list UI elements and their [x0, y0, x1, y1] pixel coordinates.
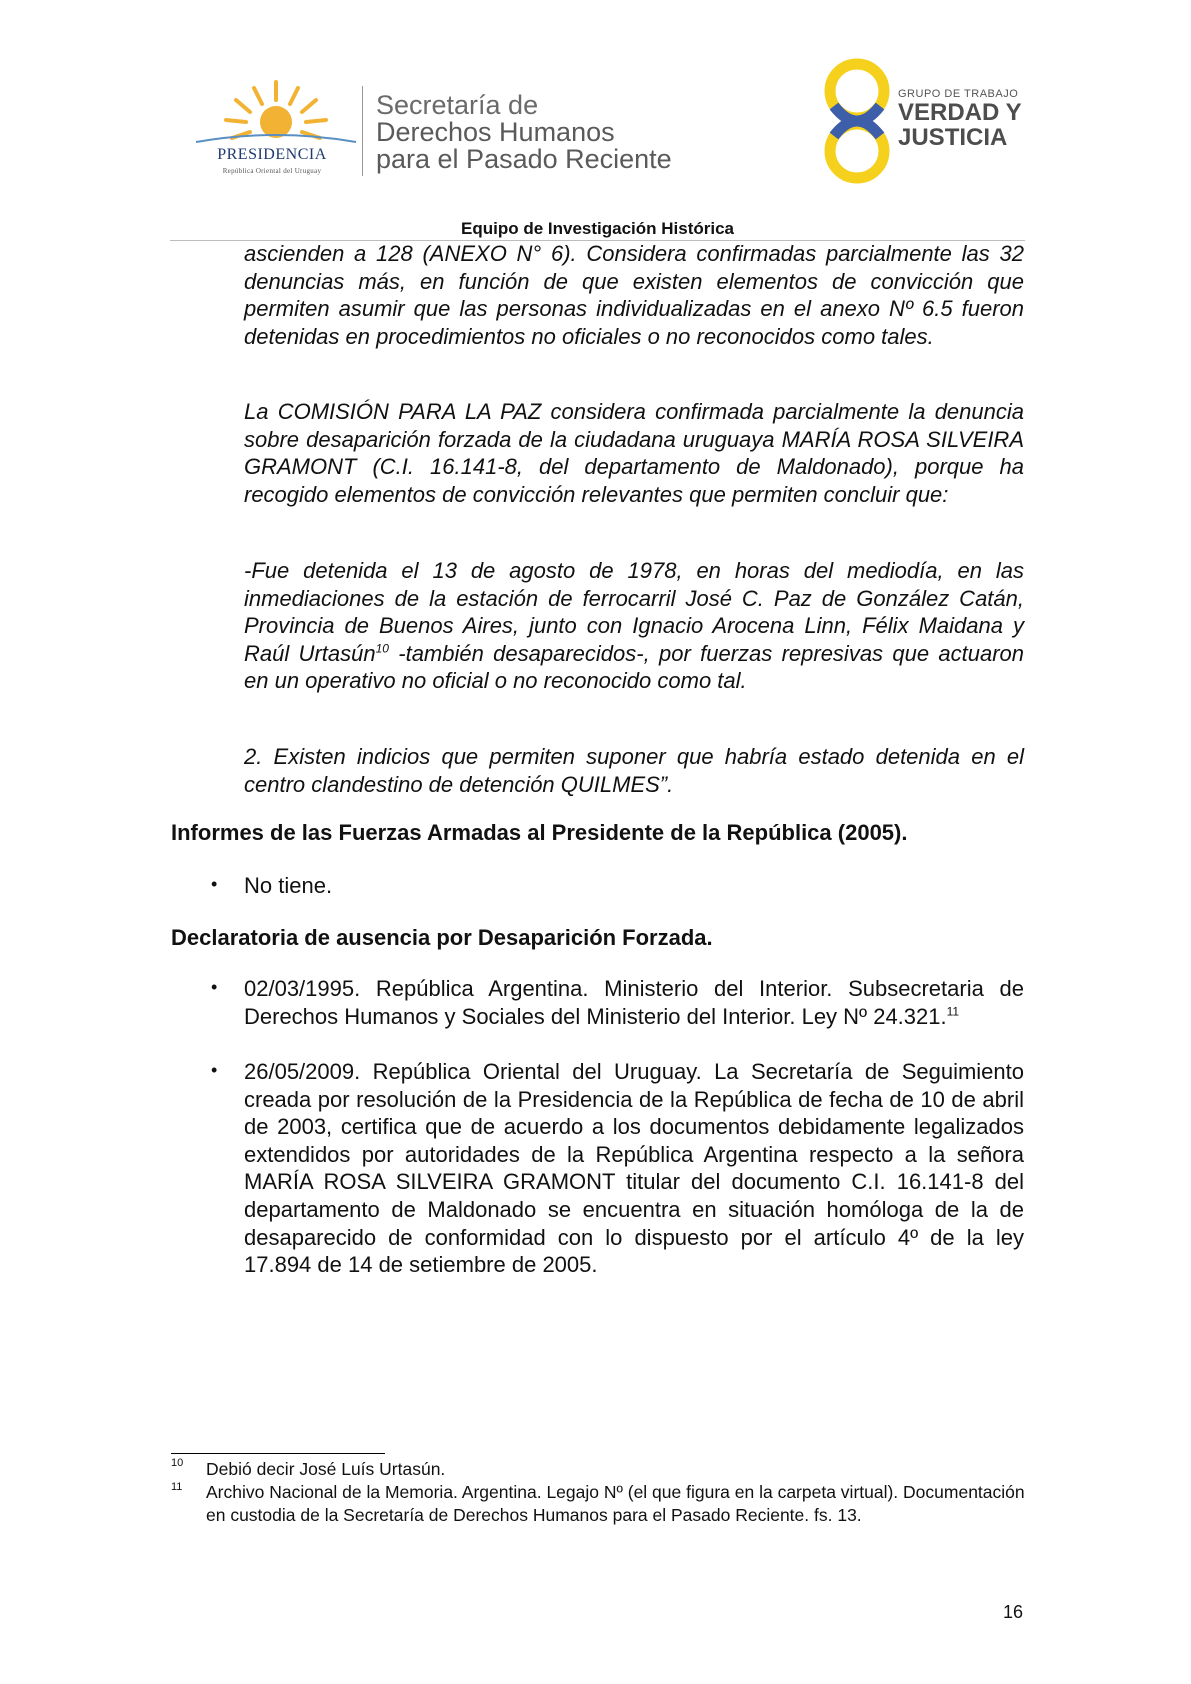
bullet-icon: • [211, 874, 218, 894]
gt-small: GRUPO DE TRABAJO [898, 88, 1019, 100]
grupo-trabajo-text [898, 88, 1022, 150]
page-number: 16 [1003, 1602, 1024, 1622]
gt-big-2: JUSTICIA [898, 124, 1008, 151]
paragraph-1-line-1: ascienden a 128 (ANEXO N° 6). Considera confirmadas parcialmente [244, 241, 952, 266]
bullet-icon: • [211, 977, 218, 997]
paragraph-3 [244, 557, 1024, 695]
gt-big-1: VERDAD Y [898, 99, 1022, 126]
bullet-item-2-text: 02/03/1995. República Argentina. Ministerio del Interior. Subsecretaria de Derechos Humanos y Sociales del Ministerio del Interior. Ley Nº 24.321. [244, 976, 1024, 1029]
paragraph-1 [244, 240, 1024, 350]
paragraph-3-b: -también desaparecidos-, por fuerzas represivas que actuaron en un operativo no oficial o no reconocido como tal. [244, 640, 1024, 694]
secretaria-line-1: Secretaría de [376, 90, 539, 120]
paragraph-3-a: -Fue detenida el 13 de agosto de 1978, en horas del mediodía, en las inmediaciones de la estación de ferrocarril José C. Paz de González Catán, Provincia de Buenos Aires, junto con Ignacio Arocena Linn, Félix Maidana y Raúl Urtasún [244, 558, 1024, 666]
bullet-item-2 [244, 975, 1024, 1030]
footnote-separator [171, 1453, 385, 1454]
heading-informes: Informes de las Fuerzas Armadas al Presidente de la República (2005). [171, 820, 908, 845]
bullet-item-3: 26/05/2009. República Oriental del Uruguay. La Secretaría de Seguimiento creada por resolución de la Presidencia de la República de fecha de 10 de abril de 2003, certifica que de acuerdo a los documentos debidamente legalizados extendidos por autoridades de la República Argentina respecto a la señora MARÍA ROSA SILVEIRA GRAMONT titular del documento C.I. 16.141-8 del departamento de Maldonado se encuentra en situación homóloga de la de desaparecido de conformidad con lo dispuesto por el artículo 4º de la ley 17.894 de 14 de setiembre de 2005. [244, 1059, 1024, 1278]
secretaria-logo-text [376, 92, 672, 173]
footnote-ref-11[interactable]: 11 [946, 1004, 960, 1019]
header-title: Equipo de Investigación Histórica [461, 219, 734, 238]
footnote-number: 11 [171, 1481, 183, 1493]
paragraph-2: La COMISIÓN PARA LA PAZ considera confirmada parcialmente la denuncia sobre desaparición forzada de la ciudadana uruguaya MARÍA ROSA SILVEIRA GRAMONT (C.I. 16.141-8, del departamento de Maldonado), porque ha recogido elementos de convicción relevantes que permiten concluir que: [244, 399, 1024, 507]
paragraph-4: 2. Existen indicios que permiten suponer que habría estado detenida en el centro clandestino de detención QUILMES”. [244, 744, 1024, 797]
header-divider [362, 86, 363, 176]
presidencia-subtitle: República Oriental del Uruguay [222, 167, 322, 175]
footnote-ref-10[interactable]: 10 [375, 641, 389, 656]
bullet-item-1: No tiene. [244, 873, 333, 898]
verdad-justicia-logo-icon [822, 56, 892, 186]
footnote-number: 10 [171, 1457, 184, 1469]
presidencia-label: PRESIDENCIA [217, 146, 327, 163]
paragraph-1-rest: las 32 denuncias más, en función de que existen elementos de convicción que permiten asumir que las personas individualizadas en el anexo Nº 6.5 fueron detenidas en procedimientos no oficiales o no reconocidos como tales. [244, 241, 1024, 349]
bullet-icon: • [211, 1060, 218, 1080]
secretaria-line-2: Derechos Humanos [376, 117, 615, 147]
heading-declaratoria: Declaratoria de ausencia por Desaparición Forzada. [171, 925, 713, 950]
footnote-text: Debió decir José Luís Urtasún. [206, 1459, 446, 1479]
secretaria-line-3: para el Pasado Reciente [376, 144, 672, 174]
footnote-text: Archivo Nacional de la Memoria. Argentina. Legajo Nº (el que figura en la carpeta virtual). Documentación en custodia de la Secretaría de Derechos Humanos para el Pasado Reciente. fs. 13. [206, 1482, 1025, 1525]
